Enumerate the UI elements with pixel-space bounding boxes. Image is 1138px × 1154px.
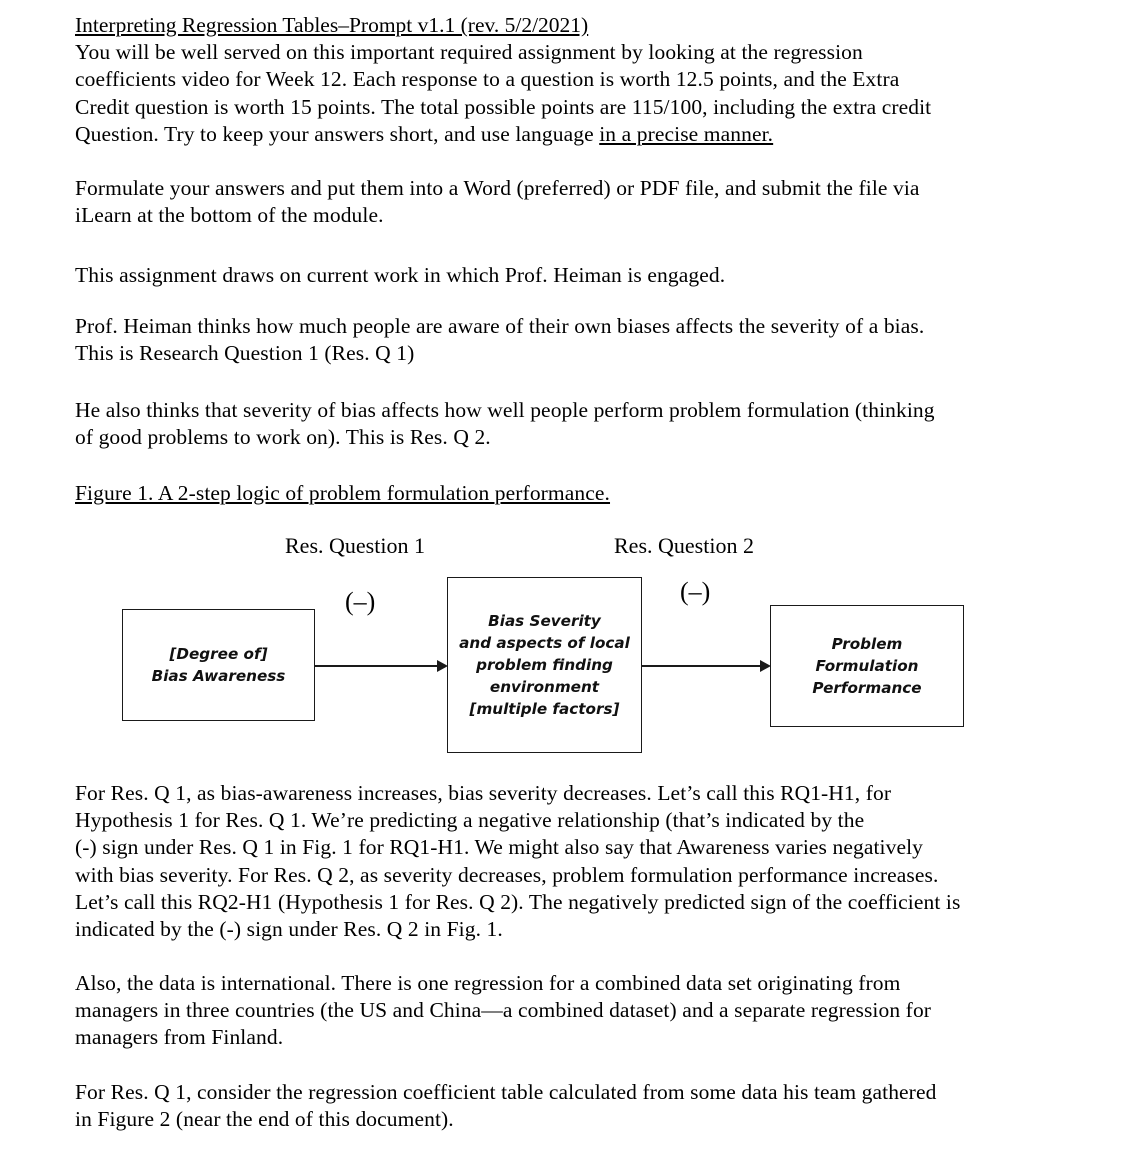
negative-sign-2: (–) (680, 577, 711, 606)
diagram-box-bias-awareness-lines (152, 643, 286, 687)
box-awareness-line-1: [Degree of] (169, 645, 268, 663)
box-severity-line-1: Bias Severity (488, 612, 601, 630)
arrow-awareness-to-severity (315, 665, 438, 667)
arrow-severity-to-performance (642, 665, 761, 667)
intro-line-4-text: Question. Try to keep your answers short, and use language (75, 121, 600, 146)
international-data-block (75, 970, 1025, 1052)
rq1-line-2: This is Research Question 1 (Res. Q 1) (75, 341, 415, 366)
diagram-box-bias-severity-lines (459, 610, 630, 720)
intro-line-1: You will be well served on this important required assignment by looking at the regression (75, 40, 863, 65)
after-figure-line-1: For Res. Q 1, as bias-awareness increases, bias severity decreases. Let’s call this RQ1-H1, for (75, 781, 892, 805)
after-figure-line-6: indicated by the (-) sign under Res. Q 2 in Fig. 1. (75, 917, 503, 942)
arrowhead-icon-1 (437, 660, 448, 672)
diagram-box-performance-lines (812, 633, 921, 699)
diagram-box-bias-severity (447, 577, 642, 753)
rq2-line-1: He also thinks that severity of bias affects how well people perform problem formulation (thinking (75, 398, 935, 422)
box-severity-line-2: and aspects of local (459, 634, 630, 652)
rq2-line-2: of good problems to work on). This is Res. Q 2. (75, 425, 491, 450)
diagram-label-res-question-1: Res. Question 1 (285, 533, 425, 558)
draws-line: This assignment draws on current work in which Prof. Heiman is engaged. (75, 263, 726, 287)
figure-1-caption (75, 480, 1025, 507)
figure-1-diagram (0, 515, 1138, 780)
international-line-1: Also, the data is international. There is one regression for a combined data set originating from (75, 971, 901, 995)
box-severity-line-4: environment (489, 678, 600, 696)
document-title (75, 12, 1025, 39)
box-performance-line-3: Performance (812, 679, 922, 697)
research-question-2-block (75, 397, 1025, 451)
arrowhead-icon-2 (760, 660, 771, 672)
box-severity-line-5: [multiple factors] (469, 700, 620, 718)
figure-2-reference-block (75, 1079, 1025, 1133)
intro-line-2: coefficients video for Week 12. Each response to a question is worth 12.5 points, and the Extra (75, 67, 900, 92)
box-performance-line-2: Formulation (815, 657, 919, 675)
research-question-1-block (75, 313, 1025, 367)
after-figure-line-5: Let’s call this RQ2-H1 (Hypothesis 1 for Res. Q 2). The negatively predicted sign of the coefficient is (75, 889, 961, 914)
diagram-box-problem-formulation-performance (770, 605, 964, 727)
figure-2-line-1: For Res. Q 1, consider the regression coefficient table calculated from some data his team gathered (75, 1080, 937, 1104)
figure-1-caption-text: Figure 1. A 2-step logic of problem formulation performance. (75, 481, 611, 505)
submit-line-2: iLearn at the bottom of the module. (75, 203, 384, 228)
intro-emphasis-text: in a precise manner. (599, 121, 774, 146)
intro-line-3: Credit question is worth 15 points. The total possible points are 115/100, including the extra credit (75, 94, 932, 119)
box-performance-line-1: Problem (831, 635, 903, 653)
diagram-box-bias-awareness (122, 609, 315, 721)
international-line-3: managers from Finland. (75, 1025, 284, 1050)
international-line-2: managers in three countries (the US and China—a combined dataset) and a separate regression for (75, 998, 932, 1023)
rq1-line-1: Prof. Heiman thinks how much people are aware of their own biases affects the severity of a bias. (75, 314, 925, 338)
intro-block (75, 12, 1025, 148)
after-figure-line-2: Hypothesis 1 for Res. Q 1. We’re predicting a negative relationship (that’s indicated by the (75, 808, 865, 833)
submit-line-1: Formulate your answers and put them into a Word (preferred) or PDF file, and submit the file via (75, 176, 920, 200)
box-awareness-line-2: Bias Awareness (151, 667, 286, 685)
draws-block (75, 262, 1025, 289)
after-figure-line-4: with bias severity. For Res. Q 2, as severity decreases, problem formulation performance increases. (75, 862, 939, 887)
negative-sign-1: (–) (345, 587, 376, 616)
intro-line-4 (75, 121, 1025, 148)
figure-1-caption-block (75, 480, 1025, 507)
after-figure-line-3: (-) sign under Res. Q 1 in Fig. 1 for RQ1-H1. We might also say that Awareness varies negatively (75, 835, 924, 860)
figure-2-line-2: in Figure 2 (near the end of this document). (75, 1107, 454, 1132)
document-title-text: Interpreting Regression Tables–Prompt v1.1 (rev. 5/2/2021) (75, 13, 589, 37)
after-figure-block (75, 780, 1025, 943)
submit-block (75, 175, 1025, 229)
box-severity-line-3: problem finding (476, 656, 613, 674)
diagram-label-res-question-2: Res. Question 2 (614, 533, 754, 558)
